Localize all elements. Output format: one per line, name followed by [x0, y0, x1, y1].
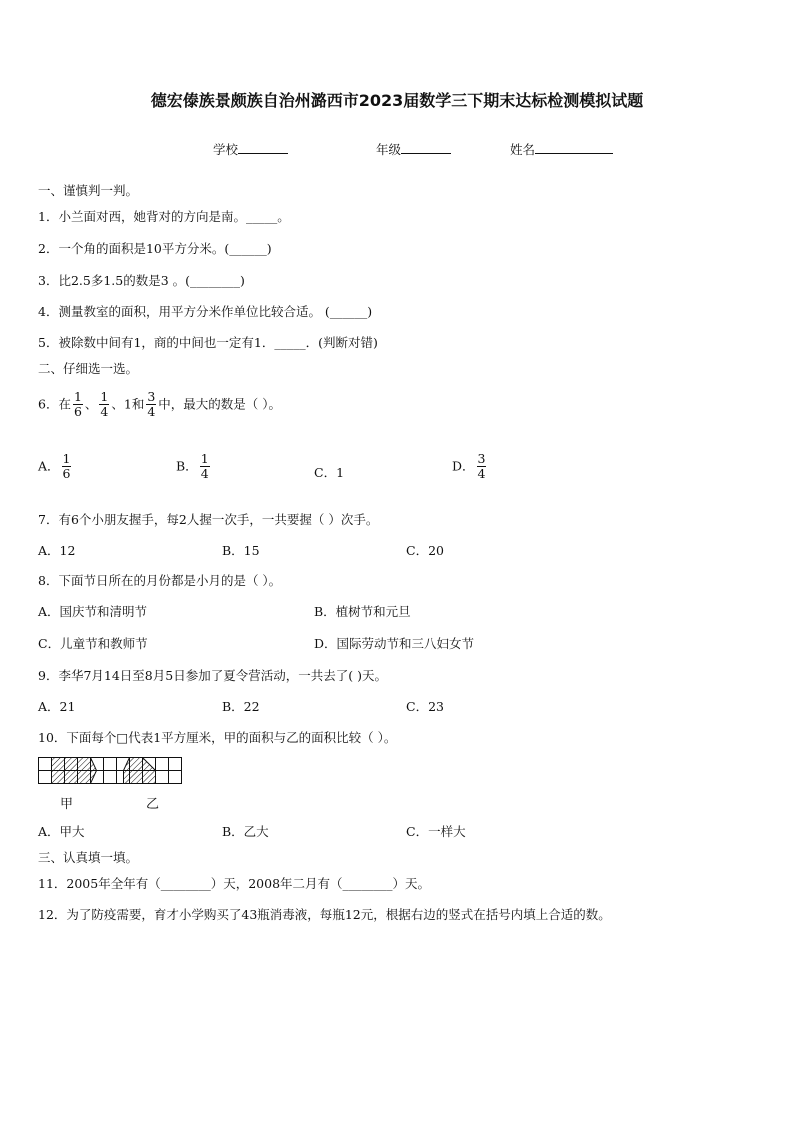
- question-11: 11．2005年全年有（________）天，2008年二月有（________）天。: [38, 876, 431, 891]
- question-10: 10．下面每个□代表1平方厘米，甲的面积与乙的面积比较（ ）。: [38, 730, 397, 745]
- q6-suffix: 中，最大的数是（ ）。: [158, 396, 282, 412]
- question-1: 1．小兰面对西，她背对的方向是南。_____。: [38, 209, 290, 224]
- q7-option-b[interactable]: B．15: [222, 543, 260, 558]
- question-4: 4．测量教室的面积，用平方分米作单位比较合适。 (______): [38, 304, 373, 319]
- q10-option-c[interactable]: C．一样大: [406, 824, 466, 839]
- question-5: 5．被除数中间有1，商的中间也一定有1．_____．(判断对错): [38, 335, 378, 350]
- q6-option-a[interactable]: A． $\frac{1}{6}$: [38, 451, 71, 482]
- section-heading-3: 三、认真填一填。: [38, 850, 139, 865]
- grade-label: 年级: [376, 142, 402, 157]
- q6-sep: 、: [84, 396, 98, 412]
- section-heading-1: 一、谨慎判一判。: [38, 183, 139, 198]
- q6-option-b[interactable]: B． $\frac{1}{4}$: [176, 451, 209, 482]
- q8-option-a[interactable]: A．国庆节和清明节: [38, 604, 148, 619]
- school-field[interactable]: [213, 140, 288, 158]
- question-6: [38, 390, 281, 420]
- q8-option-b[interactable]: B．植树节和元旦: [314, 604, 411, 619]
- fraction: $\frac{3}{4}$: [477, 451, 486, 482]
- fraction: $\frac{1}{6}$: [73, 389, 82, 420]
- name-blank[interactable]: [535, 140, 613, 154]
- shape-jia: [52, 758, 97, 784]
- q8-option-c[interactable]: C．儿童节和教师节: [38, 636, 148, 651]
- page-title: 德宏傣族景颇族自治州潞西市2023届数学三下期末达标检测模拟试题: [150, 91, 644, 110]
- name-label: 姓名: [510, 142, 536, 157]
- question-12: 12．为了防疫需要，育才小学购买了43瓶消毒液，每瓶12元，根据右边的竖式在括号内填上合适的数。: [38, 907, 611, 922]
- q8-option-d[interactable]: D．国际劳动节和三八妇女节: [314, 636, 475, 651]
- name-field[interactable]: [510, 140, 613, 158]
- area-grid-svg: [38, 757, 186, 785]
- q7-option-a[interactable]: A．12: [38, 543, 76, 558]
- fraction: $\frac{3}{4}$: [147, 389, 156, 420]
- fraction: $\frac{1}{6}$: [62, 451, 71, 482]
- q6-option-c[interactable]: C．1: [314, 465, 345, 480]
- q9-option-b[interactable]: B．22: [222, 699, 260, 714]
- school-label: 学校: [213, 142, 239, 157]
- school-blank[interactable]: [238, 140, 288, 154]
- area-grid-figure: [38, 757, 186, 789]
- q6-prefix: 6．在: [38, 396, 71, 412]
- q6-option-d[interactable]: D． $\frac{3}{4}$: [452, 451, 486, 482]
- q9-option-c[interactable]: C．23: [406, 699, 444, 714]
- question-8: 8．下面节日所在的月份都是小月的是（ ）。: [38, 573, 282, 588]
- q7-option-c[interactable]: C．20: [406, 543, 444, 558]
- q10-option-b[interactable]: B．乙大: [222, 824, 269, 839]
- q6-sep: 、1和: [111, 396, 145, 412]
- q9-option-a[interactable]: A．21: [38, 699, 76, 714]
- section-heading-2: 二、仔细选一选。: [38, 361, 139, 376]
- shape-yi: [124, 758, 156, 784]
- fraction: $\frac{1}{4}$: [100, 389, 109, 420]
- question-3: 3．比2.5多1.5的数是3 。(________): [38, 273, 245, 288]
- question-2: 2．一个角的面积是10平方分米。(______): [38, 241, 272, 256]
- question-9: 9．李华7月14日至8月5日参加了夏令营活动，一共去了( )天。: [38, 668, 387, 683]
- fraction: $\frac{1}{4}$: [200, 451, 209, 482]
- q10-option-a[interactable]: A．甲大: [38, 824, 85, 839]
- label-jia: 甲: [60, 797, 74, 812]
- grade-field[interactable]: [376, 140, 451, 158]
- question-7: 7．有6个小朋友握手，每2人握一次手，一共要握（ ）次手。: [38, 512, 379, 527]
- grade-blank[interactable]: [401, 140, 451, 154]
- label-yi: 乙: [146, 797, 160, 812]
